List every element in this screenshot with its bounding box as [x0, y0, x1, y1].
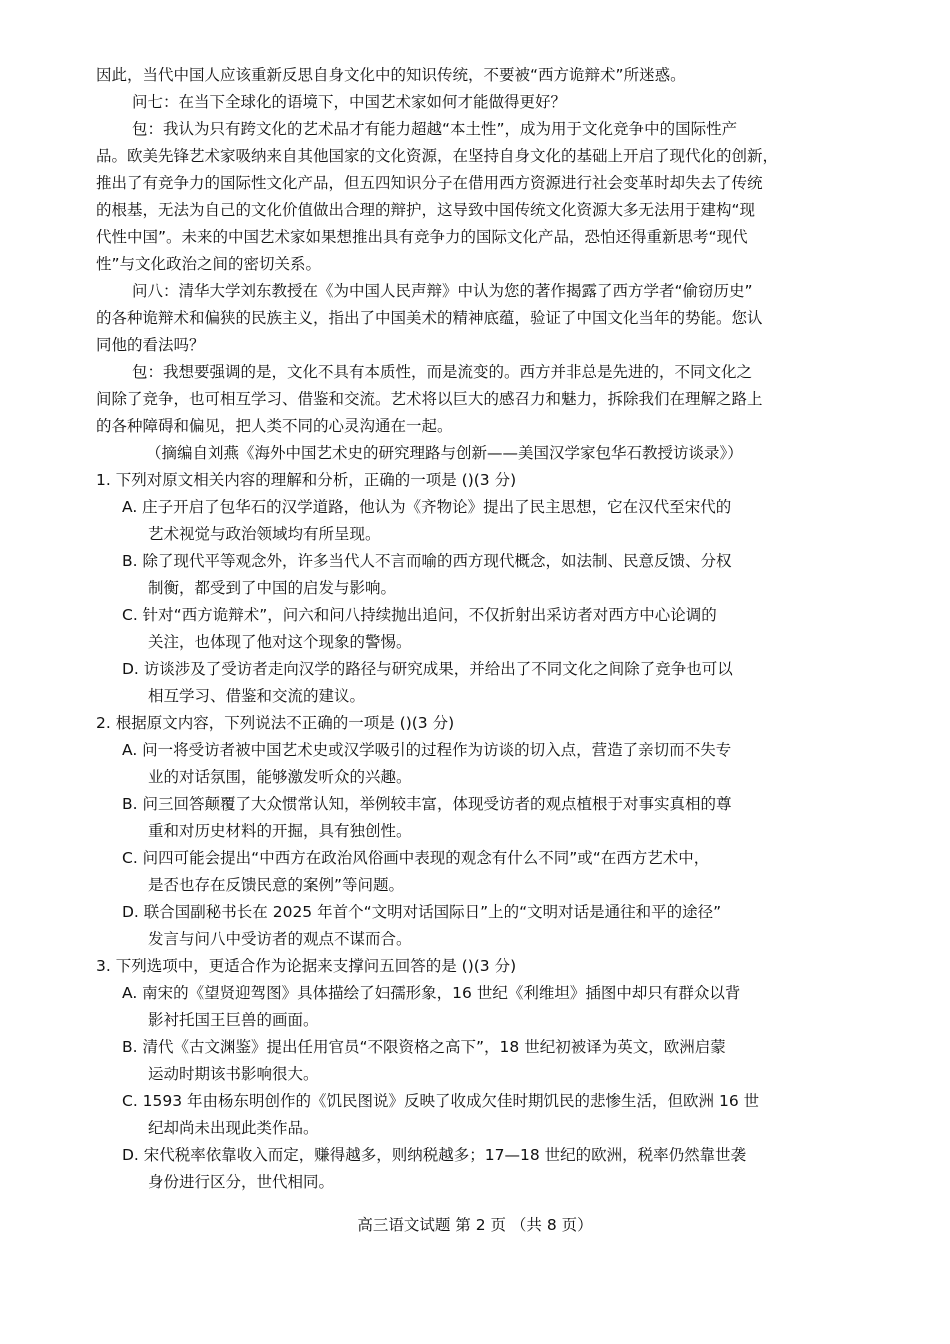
option-line: D. 联合国副秘书长在 2025 年首个“文明对话国际日”上的“文明对话是通往和平的途径” [122, 903, 722, 921]
option-line: D. 访谈涉及了受访者走向汉学的路径与研究成果，并给出了不同文化之间除了竞争也可以 [122, 660, 733, 678]
option-line: 是否也存在反馈民意的案例”等问题。 [148, 876, 405, 894]
option-line: 身份进行区分，世代相同。 [148, 1173, 335, 1191]
answer-eight-line: 间除了竞争，也可相互学习、借鉴和交流。艺术将以巨大的感召力和魅力，拆除我们在理解之路上 [96, 390, 763, 408]
answer-seven-line: 代性中国”。未来的中国艺术家如果想推出具有竞争力的国际文化产品，恐怕还得重新思考“现代 [96, 228, 748, 246]
source-citation: （摘编自刘燕《海外中国艺术史的研究理路与创新——美国汉学家包华石教授访谈录》） [146, 444, 743, 462]
option-line: C. 问四可能会提出“中西方在政治风俗画中表现的观念有什么不同”或“在西方艺术中， [122, 849, 710, 867]
option-line: 重和对历史材料的开掘，具有独创性。 [148, 822, 412, 840]
question-stem: 2. 根据原文内容，下列说法不正确的一项是 ()(3 分) [96, 714, 455, 732]
option-line: C. 1593 年由杨东明创作的《饥民图说》反映了收成欠佳时期饥民的悲惨生活，但欧洲 16 世 [122, 1092, 760, 1110]
answer-seven-line: 品。欧美先锋艺术家吸纳来自其他国家的文化资源，在坚持自身文化的基础上开启了现代化的创新， [96, 147, 779, 165]
answer-seven-line: 包：我认为只有跨文化的艺术品才有能力超越“本土性”，成为用于文化竞争中的国际性产 [132, 120, 738, 138]
option-line: 艺术视觉与政治领域均有所呈现。 [148, 525, 381, 543]
option-line: B. 清代《古文渊鉴》提出任用官员“不限资格之高下”，18 世纪初被译为英文，欧洲启蒙 [122, 1038, 726, 1056]
question-eight-line: 的各种诡辩术和偏狭的民族主义，指出了中国美术的精神底蕴，验证了中国文化当年的势能。您认 [96, 309, 763, 327]
passage-line: 因此，当代中国人应该重新反思自身文化中的知识传统，不要被“西方诡辩术”所迷惑。 [96, 66, 686, 84]
option-line: B. 除了现代平等观念外，许多当代人不言而喻的西方现代概念，如法制、民意反馈、分权 [122, 552, 732, 570]
option-line: 制衡，都受到了中国的启发与影响。 [148, 579, 397, 597]
answer-eight-line: 的各种障碍和偏见，把人类不同的心灵沟通在一起。 [96, 417, 453, 435]
option-line: A. 庄子开启了包华石的汉学道路，他认为《齐物论》提出了民主思想，它在汉代至宋代的 [122, 498, 732, 516]
option-line: 相互学习、借鉴和交流的建议。 [148, 687, 366, 705]
option-line: 关注，也体现了他对这个现象的警惕。 [148, 633, 412, 651]
question-eight-line: 问八：清华大学刘东教授在《为中国人民声辩》中认为您的著作揭露了西方学者“偷窃历史” [132, 282, 753, 300]
option-line: 影衬托国王巨兽的画面。 [148, 1011, 319, 1029]
answer-seven-line: 性”与文化政治之间的密切关系。 [96, 255, 322, 273]
option-line: C. 针对“西方诡辩术”，问六和问八持续抛出追问，不仅折射出采访者对西方中心论调的 [122, 606, 717, 624]
option-line: A. 南宋的《望贤迎驾图》具体描绘了妇孺形象，16 世纪《利维坦》插图中却只有群众以背 [122, 984, 741, 1002]
question-stem: 1. 下列对原文相关内容的理解和分析，正确的一项是 ()(3 分) [96, 471, 517, 489]
option-line: 纪却尚未出现此类作品。 [148, 1119, 319, 1137]
answer-eight-line: 包：我想要强调的是，文化不具有本质性，而是流变的。西方并非总是先进的，不同文化之 [132, 363, 753, 381]
answer-seven-line: 的根基，无法为自己的文化价值做出合理的辩护，这导致中国传统文化资源大多无法用于建构“现 [96, 201, 756, 219]
option-line: B. 问三回答颠覆了大众惯常认知，举例较丰富，体现受访者的观点植根于对事实真相的尊 [122, 795, 732, 813]
question-eight-line: 同他的看法吗？ [96, 336, 205, 354]
option-line: 业的对话氛围，能够激发听众的兴趣。 [148, 768, 412, 786]
answer-seven-line: 推出了有竞争力的国际性文化产品，但五四知识分子在借用西方资源进行社会变革时却失去了传统 [96, 174, 763, 192]
option-line: 发言与问八中受访者的观点不谋而合。 [148, 930, 412, 948]
question-seven: 问七：在当下全球化的语境下，中国艺术家如何才能做得更好？ [132, 93, 567, 111]
question-stem: 3. 下列选项中，更适合作为论据来支撑问五回答的是 ()(3 分) [96, 957, 517, 975]
option-line: 运动时期该书影响很大。 [148, 1065, 319, 1083]
option-line: D. 宋代税率依靠收入而定，赚得越多，则纳税越多；17—18 世纪的欧洲，税率仍然靠世袭 [122, 1146, 747, 1164]
page-footer: 高三语文试题 第 2 页 （共 8 页） [357, 1216, 593, 1234]
option-line: A. 问一将受访者被中国艺术史或汉学吸引的过程作为访谈的切入点，营造了亲切而不失专 [122, 741, 732, 759]
